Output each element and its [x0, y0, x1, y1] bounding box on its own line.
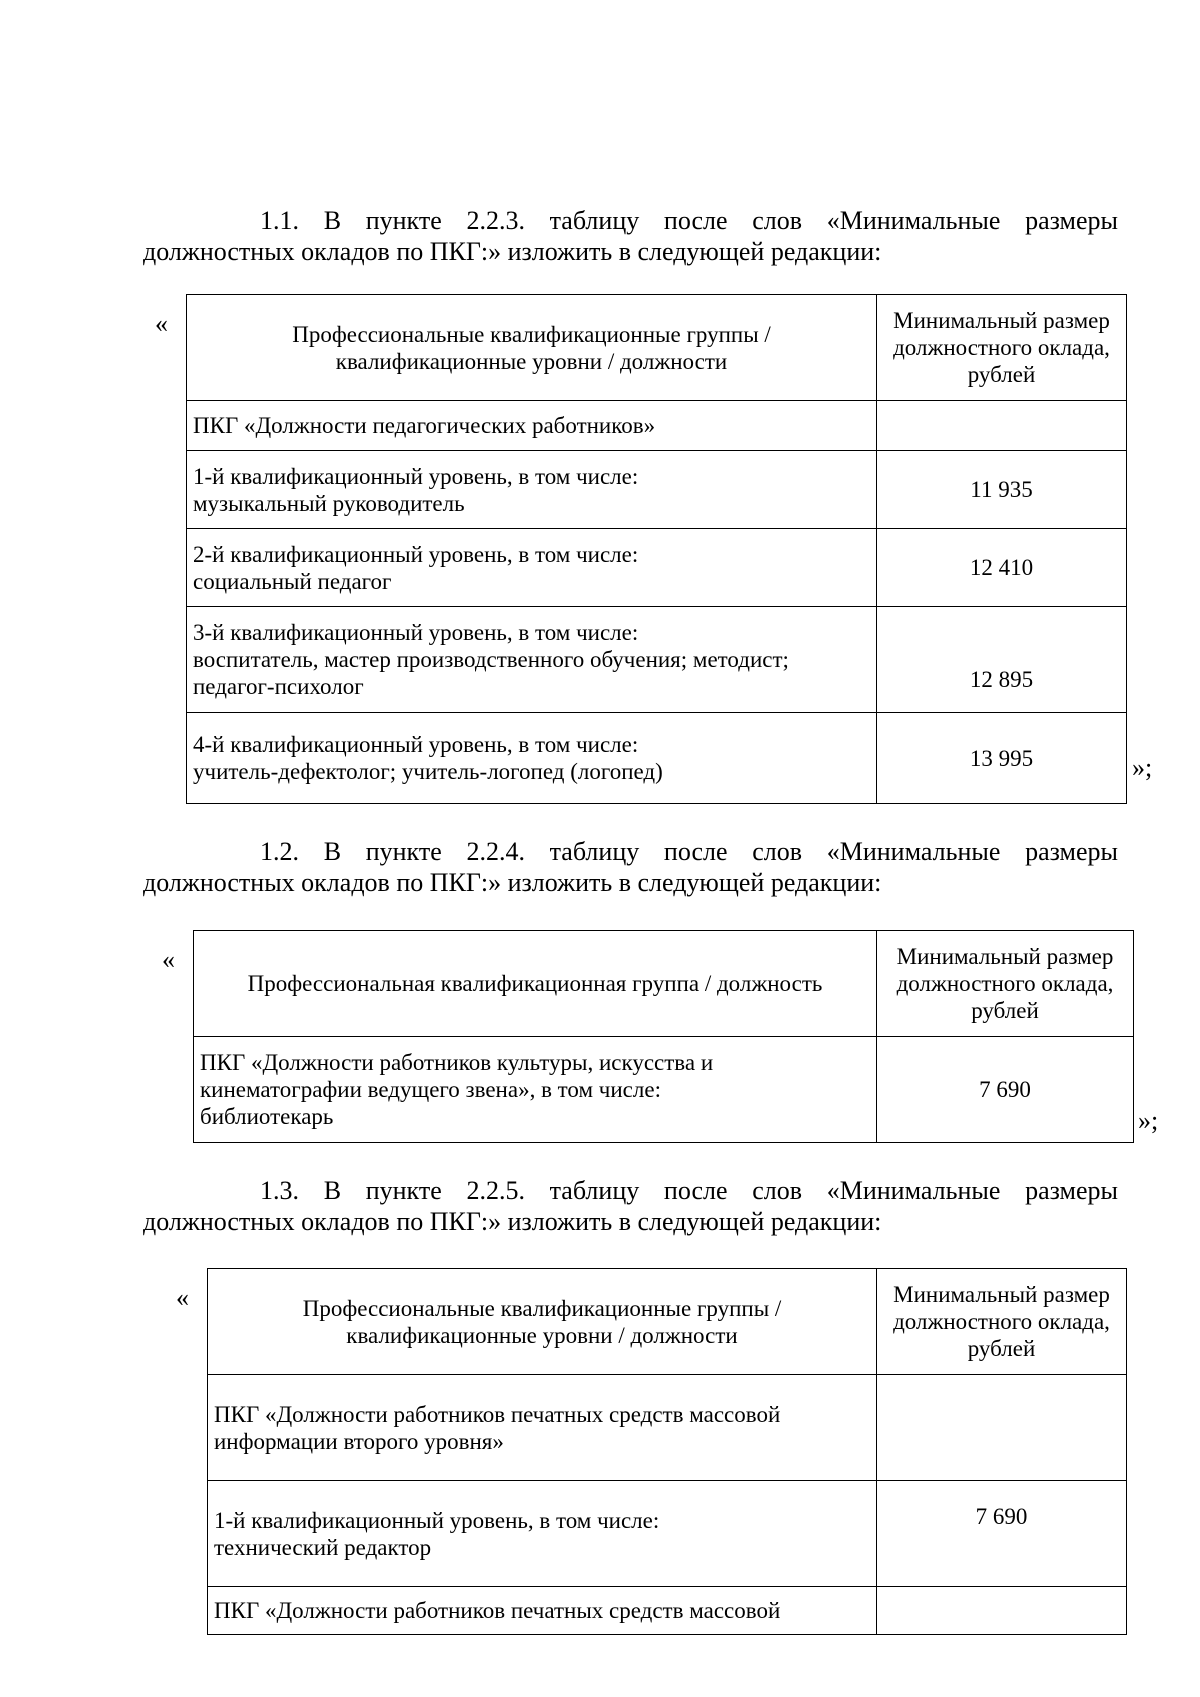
row-group-title: ПКГ «Должности педагогических работников»: [187, 401, 877, 451]
open-quote: «: [176, 1283, 189, 1312]
header-left: Профессиональные квалификационные группы / квалификационные уровни / должности: [208, 1269, 877, 1375]
paragraph-second-line: должностных окладов по ПКГ:» изложить в следующей редакции:: [143, 1207, 882, 1236]
word: слов: [752, 206, 803, 235]
word: размеры: [1025, 1176, 1118, 1205]
open-quote: «: [155, 309, 168, 338]
close-quote: »;: [1132, 753, 1153, 782]
row-salary: 7 690: [877, 1481, 1127, 1587]
table-row: [208, 1481, 1127, 1587]
header-left: Профессиональная квалификационная группа / должность: [194, 931, 877, 1037]
word: слов: [752, 837, 803, 866]
paragraph-first-line: [143, 205, 1118, 236]
paragraph-number: 1.1.: [260, 206, 299, 235]
word: 2.2.3.: [466, 206, 525, 235]
paragraph-second-line: должностных окладов по ПКГ:» изложить в следующей редакции:: [143, 868, 882, 897]
table-row: [187, 607, 1127, 713]
word: пункте: [365, 1176, 442, 1205]
row-level: 3-й квалификационный уровень, в том числе: воспитатель, мастер производственного обучения; методист; педагог-психолог: [187, 607, 877, 713]
word: размеры: [1025, 206, 1118, 235]
table-pkg-pedagogical: [186, 294, 1127, 804]
word: после: [663, 1176, 728, 1205]
word: «Минимальные: [826, 837, 1001, 866]
paragraph-1-3: [143, 1175, 1118, 1237]
word: пункте: [365, 837, 442, 866]
word: «Минимальные: [826, 1176, 1001, 1205]
table-row: [187, 713, 1127, 804]
word: В: [323, 837, 342, 866]
table-row: [187, 401, 1127, 451]
row-salary: 12 410: [877, 529, 1127, 607]
word: В: [323, 206, 342, 235]
paragraph-1-1: [143, 205, 1118, 267]
row-group-title: ПКГ «Должности работников печатных средств массовой информации второго уровня»: [208, 1375, 877, 1481]
table-row: [194, 1037, 1134, 1143]
paragraph-number: 1.2.: [260, 837, 299, 866]
row-salary: [877, 401, 1127, 451]
row-salary: 12 895: [877, 607, 1127, 713]
row-salary: 13 995: [877, 713, 1127, 804]
header-right: Минимальный размер должностного оклада, рублей: [877, 1269, 1127, 1375]
row-level: 2-й квалификационный уровень, в том числе: социальный педагог: [187, 529, 877, 607]
word: размеры: [1025, 837, 1118, 866]
row-level: 1-й квалификационный уровень, в том числе: технический редактор: [208, 1481, 877, 1587]
header-right: Минимальный размер должностного оклада, рублей: [877, 295, 1127, 401]
word: пункте: [365, 206, 442, 235]
table-row: [208, 1587, 1127, 1635]
row-salary: 11 935: [877, 451, 1127, 529]
row-level: 4-й квалификационный уровень, в том числе: учитель-дефектолог; учитель-логопед (логопед): [187, 713, 877, 804]
table-header-row: [187, 295, 1127, 401]
word: после: [663, 206, 728, 235]
paragraph-number: 1.3.: [260, 1176, 299, 1205]
table-header-row: [208, 1269, 1127, 1375]
row-group-title: ПКГ «Должности работников печатных средств массовой: [208, 1587, 877, 1635]
row-salary: 7 690: [877, 1037, 1134, 1143]
word: 2.2.5.: [466, 1176, 525, 1205]
paragraph-first-line: [143, 1175, 1118, 1206]
row-level: 1-й квалификационный уровень, в том числе: музыкальный руководитель: [187, 451, 877, 529]
close-quote: »;: [1138, 1106, 1159, 1135]
table-row: [208, 1375, 1127, 1481]
paragraph-1-2: [143, 836, 1118, 898]
word: слов: [752, 1176, 803, 1205]
word: таблицу: [549, 837, 640, 866]
header-left: Профессиональные квалификационные группы / квалификационные уровни / должности: [187, 295, 877, 401]
table-header-row: [194, 931, 1134, 1037]
open-quote: «: [162, 945, 175, 974]
row-salary: [877, 1587, 1127, 1635]
word: В: [323, 1176, 342, 1205]
word: «Минимальные: [826, 206, 1001, 235]
word: 2.2.4.: [466, 837, 525, 866]
row-group-title: ПКГ «Должности работников культуры, искусства и кинематографии ведущего звена», в том числе: библиотекарь: [194, 1037, 877, 1143]
table-pkg-media: [207, 1268, 1127, 1635]
header-right: Минимальный размер должностного оклада, рублей: [877, 931, 1134, 1037]
table-pkg-culture: [193, 930, 1134, 1143]
row-salary: [877, 1375, 1127, 1481]
word: после: [663, 837, 728, 866]
table-row: [187, 529, 1127, 607]
word: таблицу: [549, 1176, 640, 1205]
paragraph-second-line: должностных окладов по ПКГ:» изложить в следующей редакции:: [143, 237, 882, 266]
table-row: [187, 451, 1127, 529]
paragraph-first-line: [143, 836, 1118, 867]
word: таблицу: [549, 206, 640, 235]
